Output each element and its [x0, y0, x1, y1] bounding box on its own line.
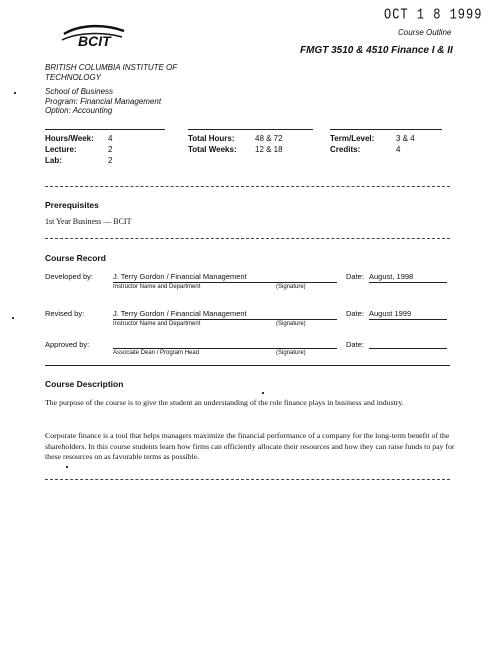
description-paragraph-1: The purpose of the course is to give the student an understanding of the role finance plays in business and industry.: [45, 398, 404, 407]
developed-by-label: Developed by:: [45, 272, 93, 281]
developed-by-name: J. Terry Gordon / Financial Management: [113, 272, 247, 281]
course-record-heading: Course Record: [45, 253, 106, 263]
developed-by-line: [113, 282, 337, 283]
scan-speck: [66, 466, 68, 468]
instructor-caption: Instructor Name and Department: [113, 321, 201, 327]
description-paragraph-2: Corporate finance is a tool that helps managers maximize the financial performance of a company for the long-term benefit of the shareholders. In this course students learn how firms can efficiently allocate their resources and how they can raise funds to pay for these resources on as favorable terms as possible.: [45, 431, 455, 461]
associate-dean-caption: Associate Dean / Program Head: [113, 350, 200, 356]
divider: [45, 238, 450, 239]
school-name: School of Business: [45, 87, 114, 96]
course-outline-label: Course Outline: [398, 28, 452, 37]
total-weeks-value: 12 & 18: [255, 145, 283, 154]
option-name: Option: Accounting: [45, 106, 113, 115]
divider: [45, 479, 450, 480]
hours-week-label: Hours/Week:: [45, 134, 94, 143]
bcit-logo: [58, 22, 128, 52]
scan-speck: [12, 317, 14, 319]
lecture-value: 2: [108, 145, 113, 154]
prerequisites-text: 1st Year Business — BCIT: [45, 217, 132, 226]
divider: [45, 186, 450, 187]
revised-by-name: J. Terry Gordon / Financial Management: [113, 309, 247, 318]
term-level-label: Term/Level:: [330, 134, 375, 143]
lab-label: Lab:: [45, 156, 62, 165]
total-hours-value: 48 & 72: [255, 134, 283, 143]
lecture-label: Lecture:: [45, 145, 77, 154]
divider: [45, 129, 165, 130]
total-weeks-label: Total Weeks:: [188, 145, 237, 154]
school-info: [45, 87, 215, 116]
approved-by-label: Approved by:: [45, 340, 90, 349]
institution-name: BRITISH COLUMBIA INSTITUTE OF TECHNOLOGY: [45, 63, 178, 82]
signature-caption: (Signature): [276, 321, 306, 327]
approved-date-label: Date:: [346, 340, 364, 349]
received-date-stamp: OCT 1 8 1999: [384, 6, 483, 24]
course-code-title: FMGT 3510 & 4510 Finance I & II: [300, 45, 453, 56]
lab-value: 2: [108, 156, 113, 165]
developed-date-line: [369, 282, 447, 283]
approved-date-line: [369, 348, 447, 349]
course-description-heading: Course Description: [45, 379, 124, 389]
svg-text:BCIT: BCIT: [78, 33, 111, 49]
credits-label: Credits:: [330, 145, 361, 154]
developed-date-label: Date:: [346, 272, 364, 281]
signature-caption: (Signature): [276, 284, 306, 290]
term-level-value: 3 & 4: [396, 134, 415, 143]
prerequisites-heading: Prerequisites: [45, 200, 99, 210]
signature-caption: (Signature): [276, 350, 306, 356]
revised-date-value: August 1999: [369, 309, 412, 318]
developed-date-value: August, 1998: [369, 272, 414, 281]
program-name: Program: Financial Management: [45, 96, 162, 106]
approved-by-line: [113, 348, 337, 349]
revised-date-label: Date:: [346, 309, 364, 318]
scan-speck: [262, 392, 264, 394]
revised-date-line: [369, 319, 447, 320]
hours-week-value: 4: [108, 134, 113, 143]
divider: [188, 129, 313, 130]
revised-by-label: Revised by:: [45, 309, 85, 318]
divider: [45, 365, 450, 366]
credits-value: 4: [396, 145, 401, 154]
total-hours-label: Total Hours:: [188, 134, 235, 143]
instructor-caption: Instructor Name and Department: [113, 284, 201, 290]
scan-speck: [14, 92, 16, 94]
revised-by-line: [113, 319, 337, 320]
divider: [330, 129, 442, 130]
